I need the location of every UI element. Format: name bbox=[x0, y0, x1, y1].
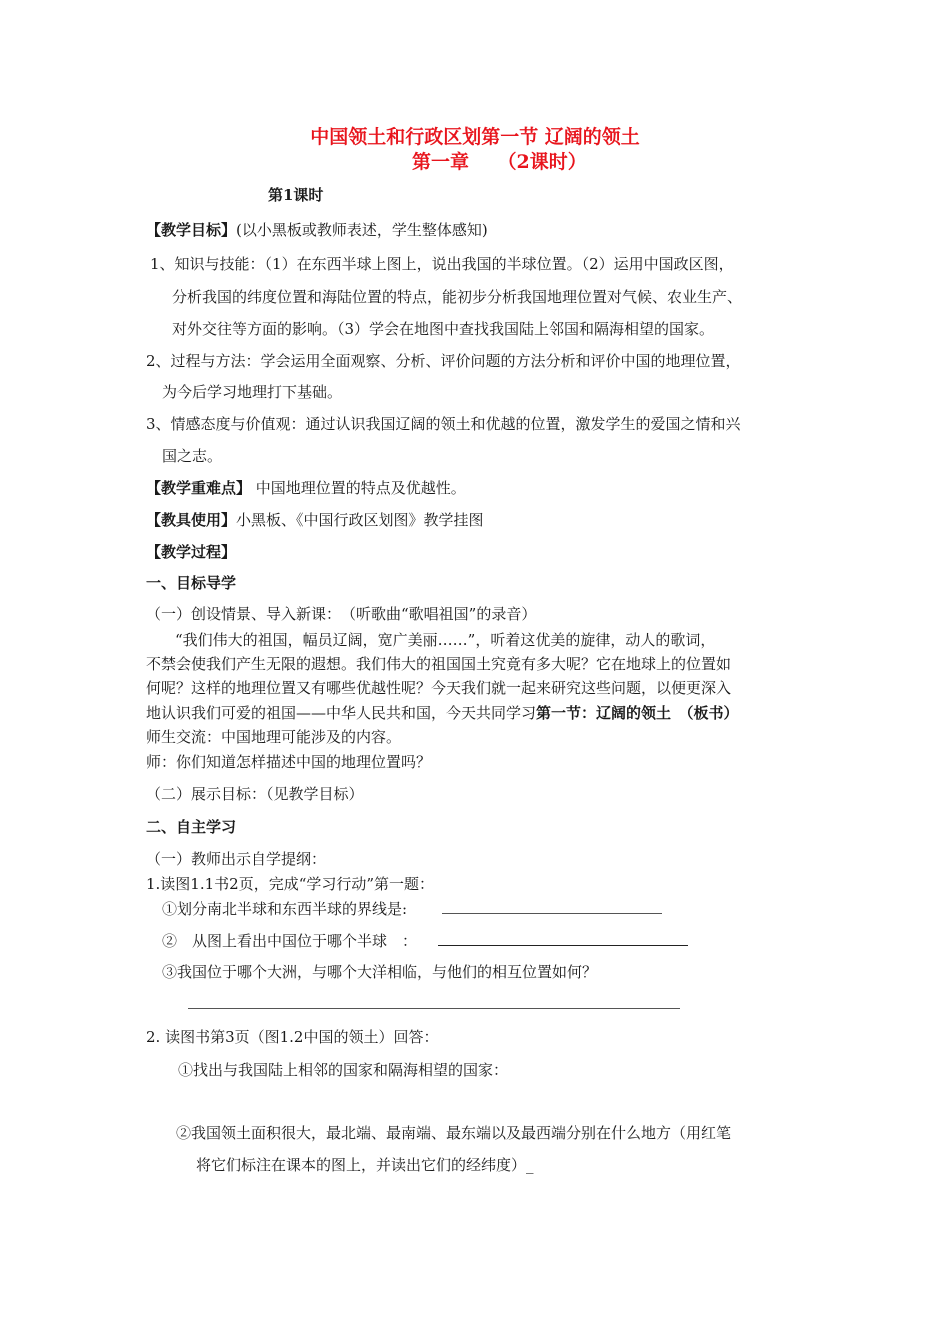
intro-line-5: 师生交流：中国地理可能涉及的内容。 bbox=[146, 728, 402, 746]
question-1: 1.读图1.1书2页，完成“学习行动”第一题： bbox=[146, 875, 435, 893]
key-points-text: 中国地理位置的特点及优越性。 bbox=[251, 479, 466, 497]
section-1-2: （二）展示目标：（见教学目标） bbox=[146, 785, 364, 803]
intro-line-2: 不禁会使我们产生无限的遐想。我们伟大的祖国国土究竟有多大呢？它在地球上的位置如 bbox=[146, 655, 732, 673]
answer-blank-1a[interactable] bbox=[442, 913, 662, 914]
section-1-1: （一）创设情景、导入新课： （听歌曲“歌唱祖国”的录音） bbox=[146, 605, 537, 623]
answer-blank-1c[interactable] bbox=[188, 1008, 680, 1009]
process-heading: 【教学过程】 bbox=[146, 543, 237, 561]
lesson-label: 第1课时 bbox=[268, 186, 324, 204]
question-2-a: ①找出与我国陆上相邻的国家和隔海相望的国家： bbox=[178, 1061, 509, 1079]
title-line-2: 第一章 （2课时） bbox=[412, 151, 587, 173]
section-2-1: （一）教师出示自学提纲： bbox=[146, 850, 327, 868]
goal-2-line-2: 为今后学习地理打下基础。 bbox=[162, 383, 343, 401]
intro-line-6: 师：你们知道怎样描述中国的地理位置吗？ bbox=[146, 753, 432, 771]
goal-1-line-3: 对外交往等方面的影响。（3）学会在地图中查找我国陆上邻国和隔海相望的国家。 bbox=[172, 320, 715, 338]
tools-row bbox=[146, 510, 484, 530]
intro-line-4-text: 地认识我们可爱的祖国——中华人民共和国，今天共同学习 bbox=[146, 704, 537, 722]
question-2-b-line-2: 将它们标注在课本的图上，并读出它们的经纬度）_ bbox=[196, 1156, 534, 1174]
question-2: 2. 读图书第3页（图1.2中国的领土）回答： bbox=[146, 1028, 439, 1046]
tools-heading: 【教具使用】 bbox=[146, 511, 237, 529]
intro-line-4 bbox=[146, 703, 739, 723]
goal-2-line-1: 2、过程与方法：学会运用全面观察、分析、评价问题的方法分析和评价中国的地理位置， bbox=[146, 352, 741, 370]
goals-heading: 【教学目标】 bbox=[146, 221, 237, 239]
section-1-heading: 一、目标导学 bbox=[146, 574, 237, 592]
intro-line-1: “我们伟大的祖国，幅员辽阔，宽广美丽……”，听着这优美的旋律，动人的歌词， bbox=[175, 631, 716, 649]
question-1-b: ② 从图上看出中国位于哪个半球 ： bbox=[162, 932, 418, 950]
goal-3-line-1: 3、情感态度与价值观：通过认识我国辽阔的领土和优越的位置，激发学生的爱国之情和兴 bbox=[146, 415, 741, 433]
goals-note: (以小黑板或教师表述，学生整体感知) bbox=[236, 221, 488, 239]
goal-1-line-1: 1、知识与技能：（1）在东西半球上图上，说出我国的半球位置。（2）运用中国政区图， bbox=[150, 255, 734, 273]
intro-line-4-bold: 第一节：辽阔的领土 （板书） bbox=[536, 704, 739, 722]
question-1-a: ①划分南北半球和东西半球的界线是: bbox=[162, 900, 408, 918]
title-line-1: 中国领土和行政区划第一节 辽阔的领土 bbox=[310, 126, 640, 148]
key-points-heading: 【教学重难点】 bbox=[146, 479, 252, 497]
question-2-b-line-1: ②我国领土面积很大，最北端、最南端、最东端以及最西端分别在什么地方（用红笔 bbox=[176, 1124, 732, 1142]
answer-blank-1b[interactable] bbox=[438, 945, 688, 946]
goal-3-line-2: 国之志。 bbox=[162, 447, 223, 465]
tools-text: 小黑板、《中国行政区划图》教学挂图 bbox=[236, 511, 484, 529]
key-points-row bbox=[146, 478, 466, 498]
intro-line-3: 何呢？这样的地理位置又有哪些优越性呢？今天我们就一起来研究这些问题，以便更深入 bbox=[146, 679, 732, 697]
goals-row bbox=[146, 220, 488, 240]
goal-1-line-2: 分析我国的纬度位置和海陆位置的特点，能初步分析我国地理位置对气候、农业生产、 bbox=[172, 288, 743, 306]
section-2-heading: 二、自主学习 bbox=[146, 818, 237, 836]
question-1-c: ③我国位于哪个大洲，与哪个大洋相临，与他们的相互位置如何？ bbox=[162, 963, 598, 981]
